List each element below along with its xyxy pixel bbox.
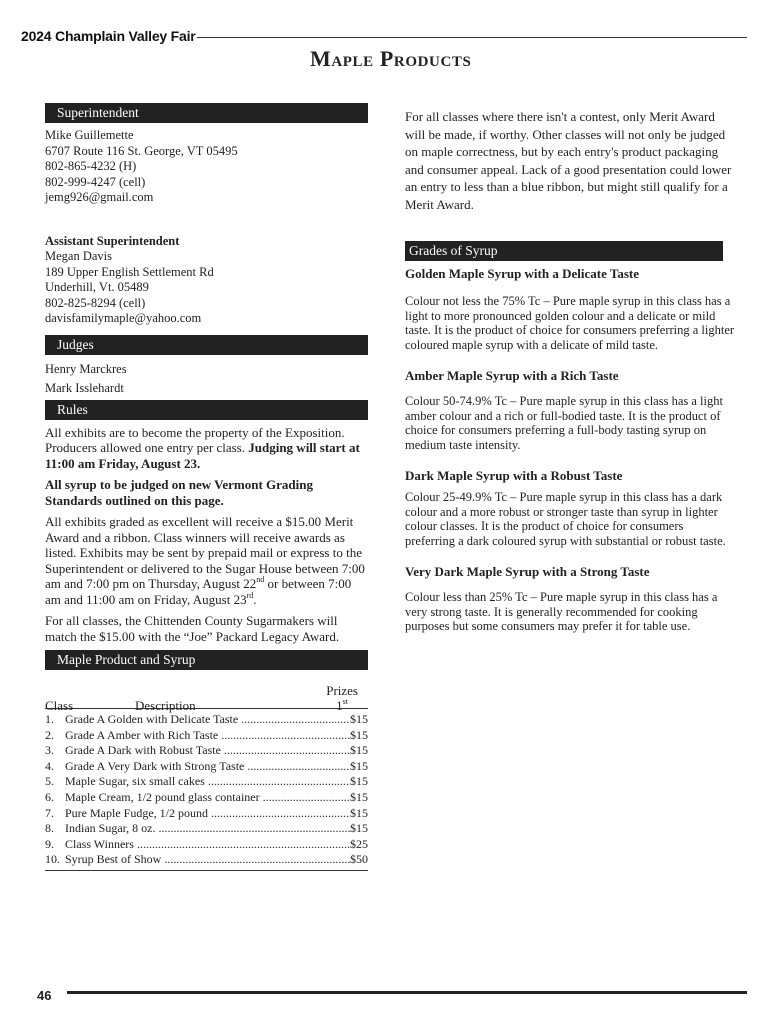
first-prize-column-label: 1st [336, 697, 348, 713]
assistant-address: 189 Upper English Settlement Rd [45, 264, 214, 279]
table-row: 3. Grade A Dark with Robust Taste ..... $15 [45, 743, 368, 759]
superintendent-heading: Superintendent [45, 103, 368, 123]
assistant-phone: 802-825-8294 (cell) [45, 295, 146, 310]
judges-list [45, 360, 368, 398]
grade-text-dark: Colour 25-49.9% Tc – Pure maple syrup in this class has a dark colour and a more robust or stronger taste than syrup in lighter colour classes. It is the product of choice for consumers preferring a dark coloured syrup with substantial or robust taste. [405, 490, 726, 548]
table-row: 9. Class Winners ..... $25 [45, 837, 368, 853]
superintendent-phone-home: 802-865-4232 (H) [45, 159, 137, 173]
running-header: 2024 Champlain Valley Fair [21, 28, 196, 44]
prize-table [45, 712, 368, 868]
grade-title-golden: Golden Maple Syrup with a Delicate Taste [405, 266, 640, 281]
page-title: Maple Products [310, 46, 472, 71]
table-row: 8. Indian Sugar, 8 oz. ..... $15 [45, 821, 368, 837]
table-row: 4. Grade A Very Dark with Strong Taste ..... $15 [45, 759, 368, 775]
superintendent-email: jemg926@gmail.com [45, 190, 154, 204]
grade-text-very-dark: Colour less than 25% Tc – Pure maple syrup in this class has a very strong taste. It is generally recommended for cooking purposes but some consumers may prefer it for table use. [405, 590, 718, 633]
left-column [45, 103, 368, 871]
footer-rule [67, 991, 747, 994]
judging-start: Judging will start at 11:00 am Friday, August 23. [45, 440, 360, 471]
rules-paragraph-1: All exhibits are to become the property of the Exposition. Producers allowed one entry per class. Judging will start at 11:00 am Friday, August 23. [45, 424, 360, 471]
prizes-column-label: Prizes [326, 683, 358, 698]
products-heading: Maple Product and Syrup [45, 650, 368, 670]
superintendent-phone-cell: 802-999-4247 (cell) [45, 174, 146, 189]
grade-text-golden: Colour not less the 75% Tc – Pure maple syrup in this class has a light to more pronounced golden colour and a delicate or mild taste. It is the product of choice for consumers preferring a lighter coloured maple syrup with a delicate of mild taste. [405, 294, 735, 352]
table-bottom-rule [45, 870, 368, 871]
class-column-label: Class [45, 698, 74, 713]
rules-paragraph-4: For all classes, the Chittenden County Sugarmakers will match the $15.00 with the “Joe” Packard Legacy Award. [45, 613, 340, 644]
judge-name: Henry Marckres [45, 361, 127, 376]
assistant-contact [45, 234, 368, 327]
judges-heading: Judges [45, 335, 368, 355]
assistant-name: Megan Davis [45, 249, 112, 263]
superintendent-name: Mike Guillemette [45, 128, 134, 142]
grade-title-amber: Amber Maple Syrup with a Rich Taste [405, 368, 619, 383]
assistant-email: davisfamilymaple@yahoo.com [45, 311, 202, 325]
superintendent-address: 6707 Route 116 St. George, VT 05495 [45, 143, 238, 158]
table-row: 10. Syrup Best of Show ..... $50 [45, 852, 368, 868]
grade-title-dark: Dark Maple Syrup with a Robust Taste [405, 468, 623, 483]
table-row: 2. Grade A Amber with Rich Taste ..... $15 [45, 728, 368, 744]
page-number: 46 [37, 988, 52, 1003]
description-column-label: Description [135, 698, 196, 713]
assistant-heading: Assistant Superintendent [45, 233, 180, 248]
superintendent-contact [45, 128, 368, 206]
rules-heading: Rules [45, 400, 368, 420]
table-row: 1. Grade A Golden with Delicate Taste ..... $15 [45, 712, 368, 728]
table-rule [45, 708, 368, 709]
right-column [405, 108, 735, 634]
table-row: 7. Pure Maple Fudge, 1/2 pound ..... $15 [45, 806, 368, 822]
header-rule [197, 37, 747, 38]
grades-heading: Grades of Syrup [405, 241, 723, 261]
judge-name: Mark Isslehardt [45, 380, 124, 395]
rules-paragraph-2: All syrup to be judged on new Vermont Grading Standards outlined on this page. [45, 477, 313, 508]
grade-title-very-dark: Very Dark Maple Syrup with a Strong Taste [405, 564, 650, 579]
table-row: 5. Maple Sugar, six small cakes ..... $15 [45, 774, 368, 790]
assistant-city: Underhill, Vt. 05489 [45, 280, 149, 294]
merit-note: For all classes where there isn't a contest, only Merit Award will be made, if worthy. Other classes will not only be judged on maple correctness, but by each entry's product packaging and consumer appeal. Lack of a good presentation could lower an entry to less than a blue ribbon, but might still qualify for a Merit Award. [405, 109, 732, 212]
prize-table-header [45, 676, 368, 713]
rules-paragraph-3: All exhibits graded as excellent will receive a $15.00 Merit Award and a ribbon. Class winners will receive awards as listed. Exhibits may be sent by prepaid mail or express to the Superintendent or delivered to the Sugar House between 7:00 am and 7:00 pm on Thursday, August 22nd or between 7:00 am and 11:00 am on Friday, August 23rd. [45, 514, 365, 607]
grade-text-amber: Colour 50-74.9% Tc – Pure maple syrup in this class has a light amber colour and a rich or full-bodied taste. It is the product of choice for consumers preferring a full-body tasting syrup on medium taste intensity. [405, 394, 723, 452]
table-row: 6. Maple Cream, 1/2 pound glass container ..... $15 [45, 790, 368, 806]
